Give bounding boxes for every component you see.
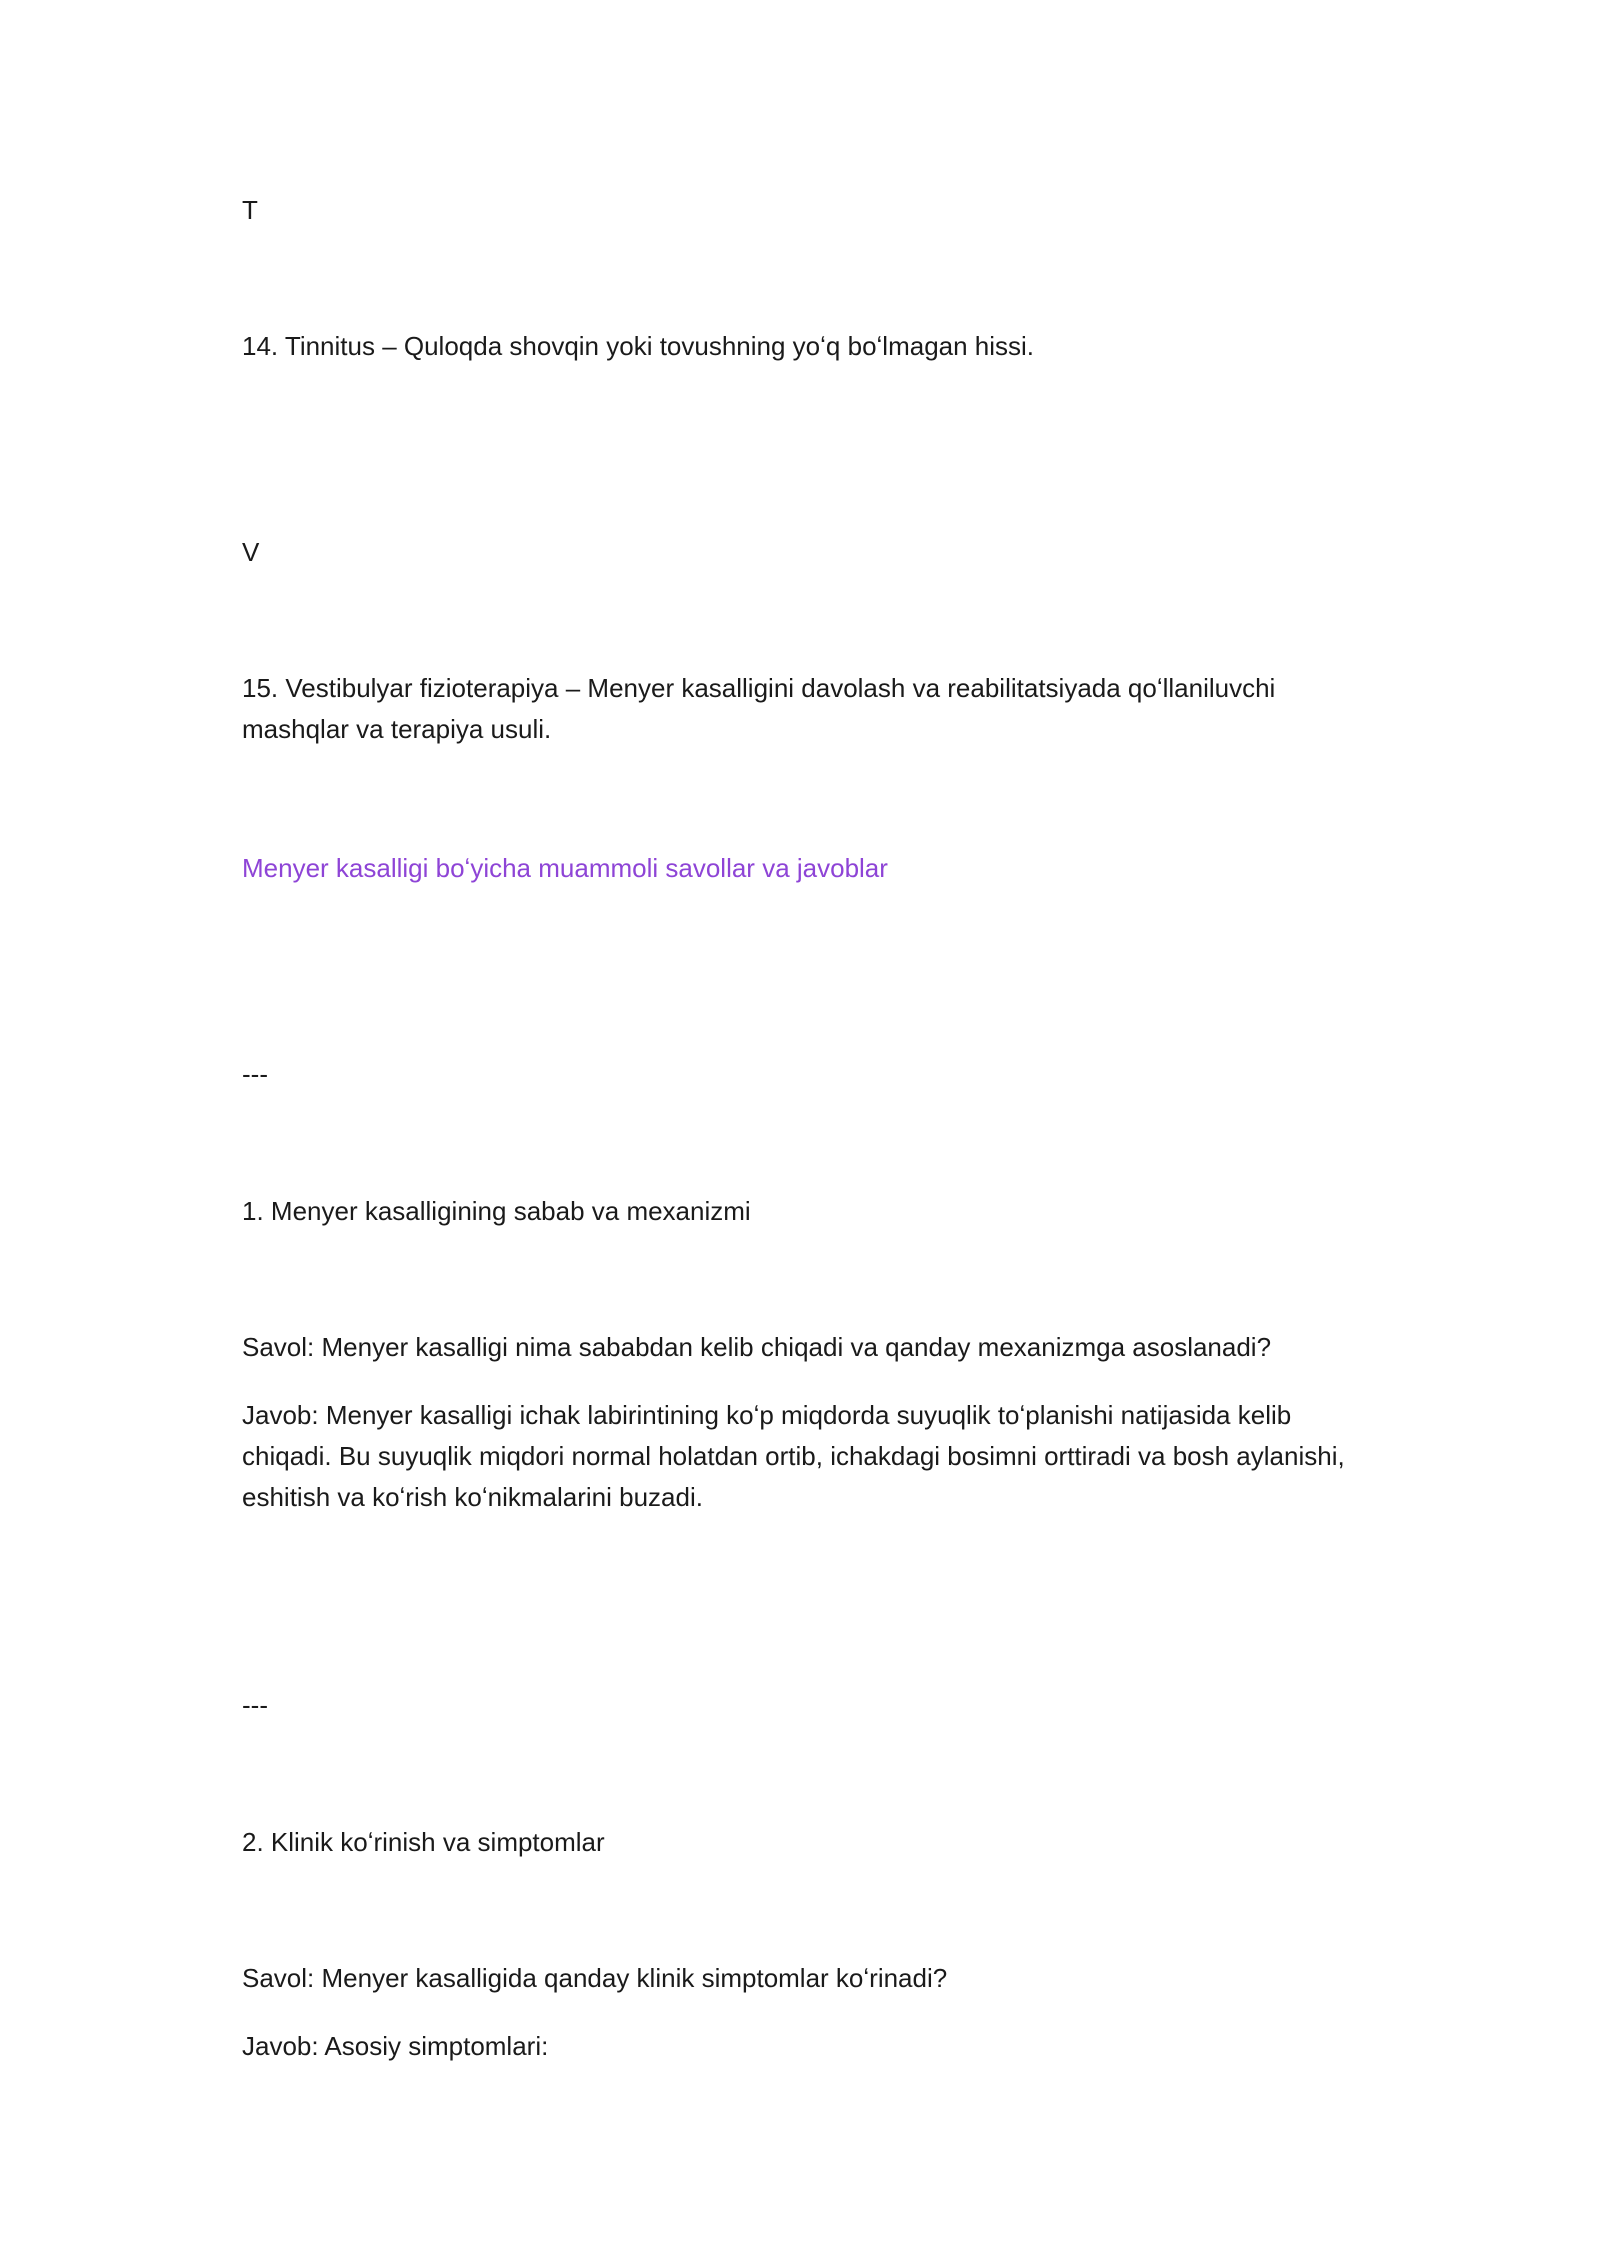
glossary-letter-v: V [242, 537, 260, 567]
glossary-letter-t: T [242, 195, 258, 225]
separator: --- [242, 1690, 268, 1720]
section-question: Savol: Menyer kasalligida qanday klinik simptomlar koʻrinadi? [242, 1963, 948, 1993]
section-heading: 1. Menyer kasalligining sabab va mexanizmi [242, 1196, 751, 1226]
section-question: Savol: Menyer kasalligi nima sababdan kelib chiqadi va qanday mexanizmga asoslanadi? [242, 1332, 1272, 1362]
qa-title: Menyer kasalligi boʻyicha muammoli savollar va javoblar [242, 853, 888, 883]
section-heading: 2. Klinik koʻrinish va simptomlar [242, 1827, 605, 1857]
glossary-item-14: 14. Tinnitus – Quloqda shovqin yoki tovushning yoʻq boʻlmagan hissi. [242, 331, 1035, 361]
glossary-item-15: 15. Vestibulyar fizioterapiya – Menyer kasalligini davolash va reabilitatsiyada qoʻllaniluvchi mashqlar va terapiya usuli. [242, 673, 1276, 744]
section-answer: Javob: Menyer kasalligi ichak labirintining koʻp miqdorda suyuqlik toʻplanishi natijasida kelib chiqadi. Bu suyuqlik miqdori normal holatdan ortib, ichakdagi bosimni orttiradi va bosh aylanishi, eshitish va koʻrish koʻnikmalarini buzadi. [242, 1400, 1345, 1512]
section-answer: Javob: Asosiy simptomlari: [242, 2031, 549, 2061]
separator: --- [242, 1059, 268, 1089]
